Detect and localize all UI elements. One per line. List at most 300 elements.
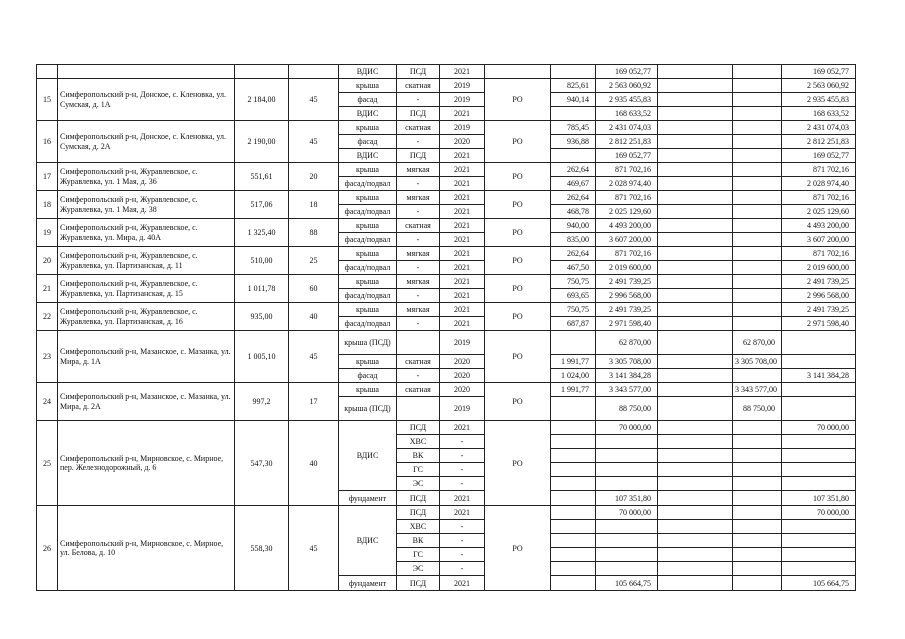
year2-cell (733, 520, 782, 534)
table-row (37, 163, 856, 177)
work-type-cell: крыша (339, 121, 397, 135)
year3-cell: 2 996 568,00 (782, 289, 856, 303)
work-kind-cell: - (397, 289, 440, 303)
address-cell: Симферопольский р-н, Журавлевское, с. Журавлевка, ул. Партизанская, д. 11 (58, 247, 235, 275)
work-kind-cell: ХВС (397, 435, 440, 449)
year3-cell (782, 383, 856, 397)
address-cell: Симферопольский р-н, Донское, с. Кленовка, ул. Сумская, д. 1А (58, 79, 235, 121)
year1-cell (658, 562, 733, 576)
year3-cell: 2 019 600,00 (782, 261, 856, 275)
cost-cell: 3 141 384,28 (596, 369, 658, 383)
year-cell: 2019 (440, 331, 485, 355)
year3-cell (782, 397, 856, 421)
cost-cell: 871 702,16 (596, 191, 658, 205)
cost-cell: 871 702,16 (596, 163, 658, 177)
work-type-cell: ВДИС (339, 421, 397, 491)
work-type-cell: фасад/подвал (339, 289, 397, 303)
work-type-cell: фасад/подвал (339, 261, 397, 275)
year3-cell: 168 633,52 (782, 107, 856, 121)
work-kind-cell: - (397, 177, 440, 191)
work-kind-cell: ВК (397, 449, 440, 463)
area-cell: 517,06 (235, 191, 289, 219)
cost-cell: 2 019 600,00 (596, 261, 658, 275)
work-kind-cell: - (397, 261, 440, 275)
year1-cell (658, 261, 733, 275)
year2-cell (733, 491, 782, 506)
year2-cell: 3 305 708,00 (733, 355, 782, 369)
work-type-cell: крыша (339, 219, 397, 233)
cost-cell: 88 750,00 (596, 397, 658, 421)
volume-cell: 940,00 (551, 219, 596, 233)
capital-repair-table (36, 64, 856, 591)
year1-cell (658, 355, 733, 369)
year-cell: 2021 (440, 289, 485, 303)
work-kind-cell: мягкая (397, 163, 440, 177)
address-cell: Симферопольский р-н, Мазанское, с. Мазанка, ул. Мира, д. 2А (58, 383, 235, 421)
table-row (37, 331, 856, 355)
work-kind-cell: мягкая (397, 275, 440, 289)
source-cell: РО (485, 219, 551, 247)
year3-cell (782, 477, 856, 491)
cost-cell: 169 052,77 (596, 149, 658, 163)
year1-cell (658, 421, 733, 435)
area-cell: 510,00 (235, 247, 289, 275)
source-cell: РО (485, 191, 551, 219)
work-kind-cell: скатная (397, 79, 440, 93)
year-cell: 2021 (440, 506, 485, 520)
volume-cell (551, 520, 596, 534)
volume-cell (551, 449, 596, 463)
cost-cell: 62 870,00 (596, 331, 658, 355)
year-cell: - (440, 520, 485, 534)
year1-cell (658, 303, 733, 317)
year-cell: 2021 (440, 247, 485, 261)
year1-cell (658, 289, 733, 303)
source-cell: РО (485, 303, 551, 331)
work-type-cell: ВДИС (339, 107, 397, 121)
year3-cell: 3 607 200,00 (782, 233, 856, 247)
year3-cell: 2 563 060,92 (782, 79, 856, 93)
volume-cell (551, 463, 596, 477)
year-cell: - (440, 449, 485, 463)
year2-cell (733, 107, 782, 121)
volume-cell: 262,64 (551, 163, 596, 177)
year1-cell (658, 205, 733, 219)
volume-cell (551, 149, 596, 163)
year-cell: 2021 (440, 421, 485, 435)
year3-cell (782, 548, 856, 562)
year2-cell (733, 261, 782, 275)
row-number: 23 (37, 331, 58, 383)
cost-cell: 4 493 200,00 (596, 219, 658, 233)
volume-cell: 262,64 (551, 191, 596, 205)
year1-cell (658, 534, 733, 548)
year3-cell (782, 331, 856, 355)
year1-cell (658, 317, 733, 331)
table-row (37, 421, 856, 435)
year2-cell (733, 317, 782, 331)
source-cell: РО (485, 331, 551, 383)
year-cell: 2021 (440, 177, 485, 191)
row-number: 22 (37, 303, 58, 331)
volume-cell (551, 506, 596, 520)
cost-cell: 169 052,77 (596, 65, 658, 79)
area-cell: 2 190,00 (235, 121, 289, 163)
year1-cell (658, 383, 733, 397)
year1-cell (658, 233, 733, 247)
work-kind-cell: скатная (397, 219, 440, 233)
year1-cell (658, 275, 733, 289)
work-kind-cell: - (397, 369, 440, 383)
cost-cell (596, 449, 658, 463)
year1-cell (658, 506, 733, 520)
volume-cell: 936,88 (551, 135, 596, 149)
address-cell: Симферопольский р-н, Журавлевское, с. Журавлевка, ул. Партизанская, д. 15 (58, 275, 235, 303)
year-cell: 2021 (440, 261, 485, 275)
row-number: 18 (37, 191, 58, 219)
year3-cell (782, 355, 856, 369)
area-cell: 2 184,00 (235, 79, 289, 121)
address-cell (58, 65, 235, 79)
residents-cell: 18 (289, 191, 339, 219)
work-kind-cell: ПСД (397, 65, 440, 79)
volume-cell: 835,00 (551, 233, 596, 247)
year2-cell (733, 93, 782, 107)
row-number: 21 (37, 275, 58, 303)
residents-cell: 88 (289, 219, 339, 247)
cost-cell (596, 534, 658, 548)
work-kind-cell: ПСД (397, 421, 440, 435)
source-cell (485, 65, 551, 79)
volume-cell: 750,75 (551, 275, 596, 289)
year-cell: 2020 (440, 369, 485, 383)
year2-cell (733, 303, 782, 317)
year2-cell (733, 191, 782, 205)
table-row (37, 65, 856, 79)
year-cell: 2021 (440, 163, 485, 177)
year2-cell (733, 121, 782, 135)
volume-cell (551, 548, 596, 562)
source-cell: РО (485, 275, 551, 303)
cost-cell: 3 343 577,00 (596, 383, 658, 397)
address-cell: Симферопольский р-н, Журавлевское, с. Журавлевка, ул. 1 Мая, д. 38 (58, 191, 235, 219)
year2-cell (733, 449, 782, 463)
table-body (37, 65, 856, 591)
year1-cell (658, 463, 733, 477)
cost-cell: 3 305 708,00 (596, 355, 658, 369)
year1-cell (658, 177, 733, 191)
work-type-cell: фасад (339, 135, 397, 149)
year-cell: 2021 (440, 576, 485, 591)
table-row (37, 247, 856, 261)
work-kind-cell: ХВС (397, 520, 440, 534)
work-kind-cell: - (397, 93, 440, 107)
source-cell: РО (485, 79, 551, 121)
volume-cell (551, 107, 596, 121)
volume-cell: 940,14 (551, 93, 596, 107)
work-kind-cell: ПСД (397, 491, 440, 506)
year3-cell (782, 520, 856, 534)
work-type-cell: крыша (339, 383, 397, 397)
year1-cell (658, 219, 733, 233)
work-type-cell: ВДИС (339, 506, 397, 576)
cost-cell (596, 477, 658, 491)
work-type-cell: крыша (339, 163, 397, 177)
row-number: 26 (37, 506, 58, 591)
year-cell: 2021 (440, 65, 485, 79)
volume-cell: 1 991,77 (551, 383, 596, 397)
work-type-cell: крыша (339, 247, 397, 261)
work-kind-cell: - (397, 205, 440, 219)
year2-cell (733, 247, 782, 261)
work-type-cell: крыша (339, 191, 397, 205)
registry-table-page (36, 64, 855, 598)
year-cell: - (440, 463, 485, 477)
work-type-cell: крыша (339, 303, 397, 317)
area-cell: 558,30 (235, 506, 289, 591)
address-cell: Симферопольский р-н, Журавлевское, с. Журавлевка, ул. 1 Мая, д. 36 (58, 163, 235, 191)
volume-cell (551, 65, 596, 79)
year2-cell (733, 65, 782, 79)
year1-cell (658, 477, 733, 491)
table-row (37, 121, 856, 135)
year2-cell (733, 79, 782, 93)
year1-cell (658, 107, 733, 121)
year2-cell (733, 275, 782, 289)
year-cell: - (440, 477, 485, 491)
year2-cell (733, 534, 782, 548)
cost-cell: 2 431 074,03 (596, 121, 658, 135)
cost-cell: 105 664,75 (596, 576, 658, 591)
volume-cell (551, 331, 596, 355)
year3-cell: 107 351,80 (782, 491, 856, 506)
cost-cell (596, 435, 658, 449)
cost-cell: 3 607 200,00 (596, 233, 658, 247)
source-cell: РО (485, 247, 551, 275)
cost-cell: 168 633,52 (596, 107, 658, 121)
table-row (37, 219, 856, 233)
year-cell: 2020 (440, 355, 485, 369)
year2-cell (733, 205, 782, 219)
row-number: 19 (37, 219, 58, 247)
year3-cell: 3 141 384,28 (782, 369, 856, 383)
work-type-cell: фасад/подвал (339, 317, 397, 331)
work-kind-cell: - (397, 135, 440, 149)
year2-cell (733, 163, 782, 177)
year2-cell (733, 149, 782, 163)
year-cell: 2019 (440, 79, 485, 93)
area-cell: 1 005,10 (235, 331, 289, 383)
year3-cell: 871 702,16 (782, 191, 856, 205)
area-cell: 935,00 (235, 303, 289, 331)
row-number: 24 (37, 383, 58, 421)
work-kind-cell: скатная (397, 383, 440, 397)
table-row (37, 383, 856, 397)
source-cell: РО (485, 383, 551, 421)
row-number: 16 (37, 121, 58, 163)
source-cell: РО (485, 121, 551, 163)
year-cell: - (440, 534, 485, 548)
address-cell: Симферопольский р-н, Журавлевское, с. Журавлевка, ул. Партизанская, д. 16 (58, 303, 235, 331)
work-kind-cell: мягкая (397, 303, 440, 317)
work-kind-cell: мягкая (397, 247, 440, 261)
work-kind-cell: мягкая (397, 191, 440, 205)
year3-cell: 2 812 251,83 (782, 135, 856, 149)
work-kind-cell: - (397, 317, 440, 331)
year-cell: 2020 (440, 135, 485, 149)
year1-cell (658, 397, 733, 421)
year-cell: 2021 (440, 205, 485, 219)
volume-cell: 825,61 (551, 79, 596, 93)
row-number (37, 65, 58, 79)
table-row (37, 275, 856, 289)
volume-cell (551, 576, 596, 591)
volume-cell: 750,75 (551, 303, 596, 317)
volume-cell (551, 562, 596, 576)
year3-cell (782, 449, 856, 463)
year-cell: 2019 (440, 93, 485, 107)
year-cell: 2021 (440, 191, 485, 205)
year2-cell (733, 576, 782, 591)
address-cell: Симферопольский р-н, Мирновское, с. Мирное, ул. Белова, д. 10 (58, 506, 235, 591)
work-type-cell: крыша (339, 79, 397, 93)
work-type-cell: крыша (339, 355, 397, 369)
year-cell: 2021 (440, 219, 485, 233)
year1-cell (658, 491, 733, 506)
cost-cell: 2 563 060,92 (596, 79, 658, 93)
year1-cell (658, 576, 733, 591)
cost-cell: 2 812 251,83 (596, 135, 658, 149)
work-kind-cell (397, 331, 440, 355)
year1-cell (658, 191, 733, 205)
year3-cell: 4 493 200,00 (782, 219, 856, 233)
year1-cell (658, 435, 733, 449)
work-kind-cell: ПСД (397, 506, 440, 520)
work-kind-cell: - (397, 233, 440, 247)
cost-cell: 2 996 568,00 (596, 289, 658, 303)
residents-cell (289, 65, 339, 79)
year3-cell (782, 463, 856, 477)
year2-cell (733, 233, 782, 247)
source-cell: РО (485, 506, 551, 591)
residents-cell: 45 (289, 79, 339, 121)
year1-cell (658, 520, 733, 534)
area-cell: 1 325,40 (235, 219, 289, 247)
year2-cell (733, 435, 782, 449)
work-kind-cell: ЭС (397, 477, 440, 491)
year2-cell (733, 369, 782, 383)
cost-cell: 2 028 974,40 (596, 177, 658, 191)
cost-cell (596, 520, 658, 534)
year-cell: 2021 (440, 275, 485, 289)
year-cell: 2019 (440, 397, 485, 421)
address-cell: Симферопольский р-н, Донское, с. Кленовка, ул. Сумская, д. 2А (58, 121, 235, 163)
work-kind-cell: ВК (397, 534, 440, 548)
year1-cell (658, 65, 733, 79)
year3-cell: 169 052,77 (782, 65, 856, 79)
residents-cell: 17 (289, 383, 339, 421)
year1-cell (658, 247, 733, 261)
source-cell: РО (485, 163, 551, 191)
work-type-cell: фасад/подвал (339, 177, 397, 191)
year-cell: 2021 (440, 233, 485, 247)
year3-cell: 105 664,75 (782, 576, 856, 591)
year-cell: 2020 (440, 383, 485, 397)
year3-cell: 2 025 129,60 (782, 205, 856, 219)
year3-cell: 871 702,16 (782, 247, 856, 261)
year3-cell: 2 431 074,03 (782, 121, 856, 135)
year3-cell: 2 028 974,40 (782, 177, 856, 191)
work-kind-cell: ПСД (397, 576, 440, 591)
year-cell: 2021 (440, 303, 485, 317)
volume-cell (551, 477, 596, 491)
work-kind-cell: ЭС (397, 562, 440, 576)
year2-cell (733, 477, 782, 491)
cost-cell (596, 548, 658, 562)
cost-cell (596, 562, 658, 576)
volume-cell: 467,50 (551, 261, 596, 275)
year3-cell (782, 562, 856, 576)
year1-cell (658, 548, 733, 562)
year3-cell: 169 052,77 (782, 149, 856, 163)
year2-cell (733, 219, 782, 233)
year2-cell (733, 135, 782, 149)
table-row (37, 191, 856, 205)
row-number: 17 (37, 163, 58, 191)
work-kind-cell (397, 397, 440, 421)
year-cell: - (440, 548, 485, 562)
year3-cell: 2 491 739,25 (782, 275, 856, 289)
area-cell: 551,61 (235, 163, 289, 191)
table-row (37, 79, 856, 93)
volume-cell (551, 397, 596, 421)
volume-cell: 693,65 (551, 289, 596, 303)
residents-cell: 25 (289, 247, 339, 275)
year1-cell (658, 79, 733, 93)
area-cell: 547,30 (235, 421, 289, 506)
row-number: 20 (37, 247, 58, 275)
year3-cell: 70 000,00 (782, 506, 856, 520)
year-cell: 2021 (440, 149, 485, 163)
year-cell: 2019 (440, 121, 485, 135)
year2-cell: 3 343 577,00 (733, 383, 782, 397)
year3-cell: 871 702,16 (782, 163, 856, 177)
residents-cell: 45 (289, 121, 339, 163)
work-kind-cell: скатная (397, 355, 440, 369)
year1-cell (658, 369, 733, 383)
work-type-cell: фундамент (339, 576, 397, 591)
year-cell: 2021 (440, 491, 485, 506)
residents-cell: 60 (289, 275, 339, 303)
residents-cell: 45 (289, 506, 339, 591)
volume-cell (551, 435, 596, 449)
work-type-cell: фасад/подвал (339, 205, 397, 219)
cost-cell: 2 025 129,60 (596, 205, 658, 219)
year1-cell (658, 121, 733, 135)
volume-cell: 468,78 (551, 205, 596, 219)
cost-cell: 2 491 739,25 (596, 275, 658, 289)
year3-cell: 2 935 455,83 (782, 93, 856, 107)
volume-cell: 262,64 (551, 247, 596, 261)
year2-cell (733, 289, 782, 303)
residents-cell: 45 (289, 331, 339, 383)
work-kind-cell: ГС (397, 548, 440, 562)
year3-cell (782, 534, 856, 548)
year2-cell (733, 421, 782, 435)
address-cell: Симферопольский р-н, Мазанское, с. Мазанка, ул. Мира, д. 1А (58, 331, 235, 383)
work-kind-cell: ГС (397, 463, 440, 477)
volume-cell: 469,67 (551, 177, 596, 191)
